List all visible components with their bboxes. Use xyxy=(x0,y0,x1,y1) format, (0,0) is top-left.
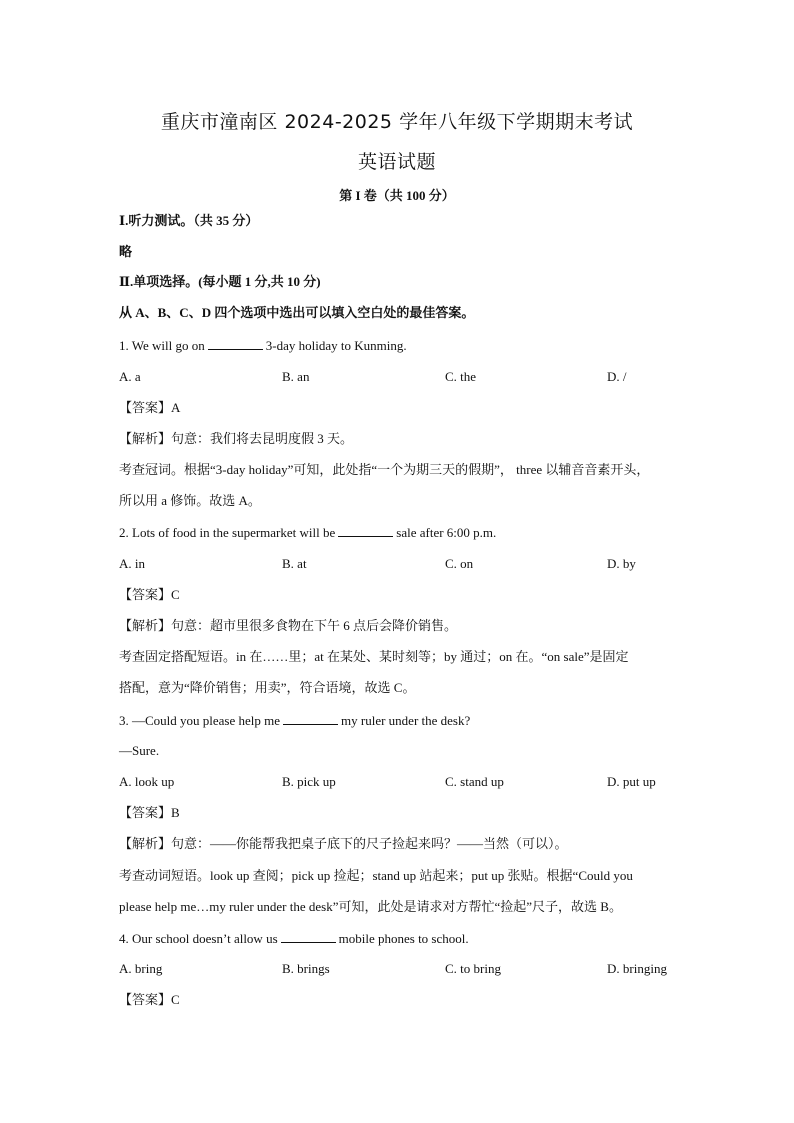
question-2-option-c: C. on xyxy=(445,556,474,571)
question-3-option-a: A. look up xyxy=(119,774,175,789)
question-2-option-d: D. by xyxy=(607,556,636,571)
question-3-stem-start: 3. —Could you please help me xyxy=(119,713,281,728)
question-1-option-d: D. / xyxy=(607,369,627,384)
section1-omit: 略 xyxy=(119,244,133,259)
question-3-option-b: B. pick up xyxy=(282,774,336,789)
question-2-stem xyxy=(119,524,496,541)
question-2-option-a: A. in xyxy=(119,556,145,571)
question-4-answer: 【答案】C xyxy=(119,992,180,1007)
question-3-option-d: D. put up xyxy=(607,774,656,789)
question-4-stem-start: 4. Our school doesn’t allow us xyxy=(119,931,278,946)
answer-blank xyxy=(208,337,263,350)
question-2-option-b: B. at xyxy=(282,556,307,571)
question-3-analysis-line-3: please help me…my ruler under the desk”可知，此处是请求对方帮忙“捡起”尺子，故选 B。 xyxy=(119,899,622,914)
answer-blank xyxy=(283,712,338,725)
part-heading: 第 I 卷（共 100 分） xyxy=(339,188,455,203)
question-2-analysis-line-3: 搭配，意为“降价销售；用卖”，符合语境，故选 C。 xyxy=(119,680,416,695)
question-1-analysis-line-3: 所以用 a 修饰。故选 A。 xyxy=(119,493,261,508)
question-3-stem-end: my ruler under the desk? xyxy=(341,713,471,728)
question-2-answer: 【答案】C xyxy=(119,587,180,602)
question-3-analysis-line-2: 考查动词短语。look up 查阅；pick up 捡起；stand up 站起来；put up 张贴。根据“Could you xyxy=(119,868,633,883)
question-4-option-b: B. brings xyxy=(282,961,330,976)
question-1-option-c: C. the xyxy=(445,369,477,384)
question-2-analysis-line-1: 【解析】句意：超市里很多食物在下午 6 点后会降价销售。 xyxy=(119,618,458,633)
question-2-stem-start: 2. Lots of food in the supermarket will be xyxy=(119,525,336,540)
question-4-stem xyxy=(119,930,469,947)
question-4-stem-end: mobile phones to school. xyxy=(338,931,469,946)
answer-blank xyxy=(281,930,336,943)
question-1-stem-start: 1. We will go on xyxy=(119,338,205,353)
question-1-stem xyxy=(119,337,407,354)
question-3-analysis-line-1: 【解析】句意：——你能帮我把桌子底下的尺子捡起来吗？——当然（可以）。 xyxy=(119,836,568,851)
answer-blank xyxy=(338,524,393,537)
section1-heading: Ⅰ.听力测试。（共 35 分） xyxy=(119,213,259,228)
question-4-option-c: C. to bring xyxy=(445,961,501,976)
question-1-option-a: A. a xyxy=(119,369,141,384)
question-1-analysis-line-2: 考查冠词。根据“3-day holiday”可知，此处指“一个为期三天的假期”， three 以辅音音素开头， xyxy=(119,462,650,477)
question-2-stem-end: sale after 6:00 p.m. xyxy=(396,525,497,540)
question-4-option-a: A. bring xyxy=(119,961,163,976)
question-1-analysis-line-1: 【解析】句意：我们将去昆明度假 3 天。 xyxy=(119,431,354,446)
question-3-answer: 【答案】B xyxy=(119,805,180,820)
section2-heading: Ⅱ.单项选择。(每小题 1 分,共 10 分) xyxy=(119,274,321,289)
question-3-stem xyxy=(119,712,470,729)
question-1-answer: 【答案】A xyxy=(119,400,181,415)
question-3-reply: —Sure. xyxy=(119,743,160,758)
exam-title: 重庆市潼南区 2024-2025 学年八年级下学期期末考试 xyxy=(160,111,634,133)
exam-subtitle: 英语试题 xyxy=(357,151,436,173)
question-3-option-c: C. stand up xyxy=(445,774,504,789)
question-2-analysis-line-2: 考查固定搭配短语。in 在……里；at 在某处、某时刻等；by 通过；on 在。“on sale”是固定 xyxy=(119,649,629,664)
question-1-option-b: B. an xyxy=(282,369,310,384)
section2-instruction: 从 A、B、C、D 四个选项中选出可以填入空白处的最佳答案。 xyxy=(119,305,475,320)
question-1-stem-end: 3-day holiday to Kunming. xyxy=(265,338,407,353)
question-4-option-d: D. bringing xyxy=(607,961,667,976)
